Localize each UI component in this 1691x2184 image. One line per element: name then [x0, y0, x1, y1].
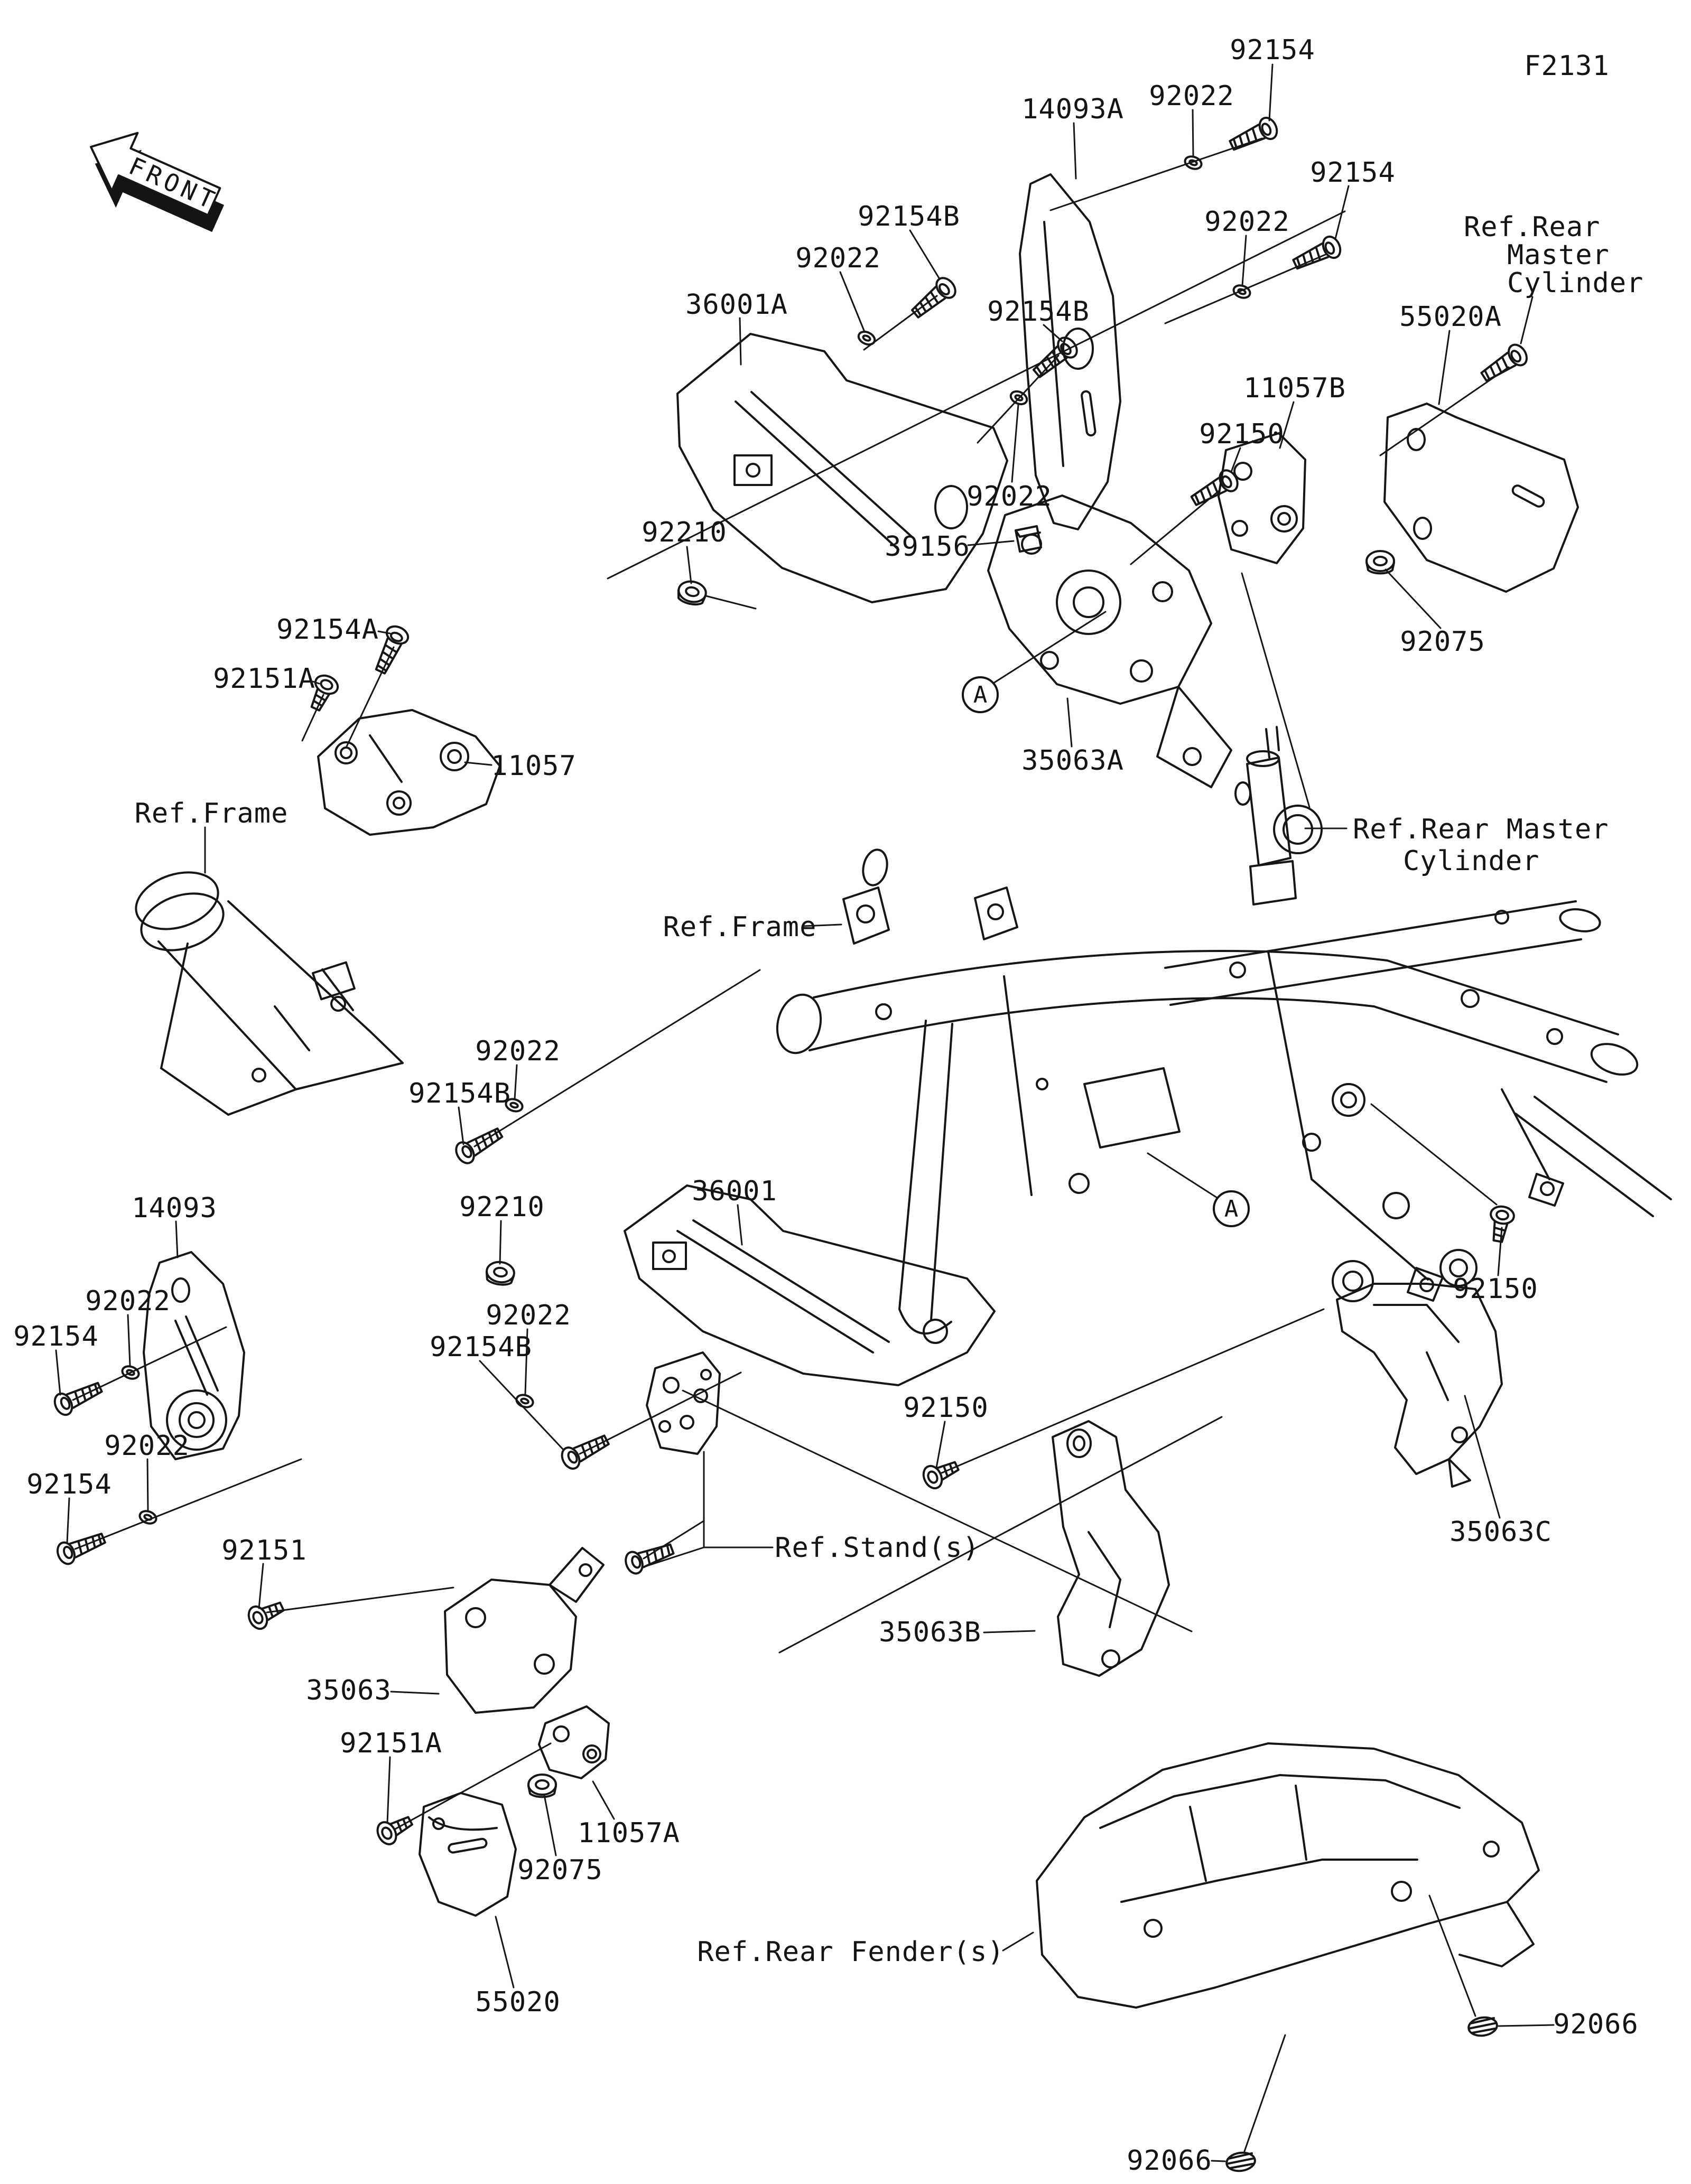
part-label-92022: 92022 — [486, 1300, 571, 1331]
front-arrow — [72, 118, 237, 247]
part-label-92022: 92022 — [1149, 80, 1234, 112]
part-14093-bracket — [144, 1252, 244, 1459]
part-label-92154B: 92154B — [987, 296, 1090, 328]
part-label-55020: 55020 — [475, 1986, 561, 2018]
part-label-39156: 39156 — [885, 531, 970, 563]
part-label-35063B: 35063B — [879, 1617, 981, 1648]
part-label-14093: 14093 — [132, 1192, 217, 1224]
part-label-35063A: 35063A — [1021, 745, 1124, 777]
frame-main-assembly — [772, 847, 1671, 1333]
part-35063-bracket — [445, 1548, 603, 1713]
part-label-35063: 35063 — [306, 1675, 392, 1706]
part-label-92022: 92022 — [475, 1035, 561, 1067]
fasteners — [52, 115, 1530, 2177]
ref-label-frame-mid: Ref.Frame — [663, 911, 817, 943]
part-label-11057A: 11057A — [578, 1817, 680, 1849]
part-55020-guard — [420, 1793, 516, 1916]
figure-code: F2131 — [1524, 50, 1610, 82]
part-label-92151A: 92151A — [213, 663, 315, 695]
part-label-92154: 92154 — [1230, 34, 1315, 66]
frame-front-section — [128, 863, 403, 1115]
part-label-92154A: 92154A — [276, 614, 379, 646]
ref-label-rear-master-cylinder2-line2: Cylinder — [1403, 845, 1540, 877]
match-marker-a: A — [962, 676, 999, 713]
part-11057B-plate — [1219, 433, 1305, 563]
part-35063A-bracket — [988, 496, 1231, 787]
part-label-36001: 36001 — [692, 1175, 777, 1207]
ref-label-rear-fender: Ref.Rear Fender(s) — [697, 1936, 1005, 1968]
part-label-92022: 92022 — [85, 1285, 171, 1317]
part-label-92150: 92150 — [903, 1392, 989, 1424]
ref-label-rear-master-cylinder-line3: Cylinder — [1507, 267, 1644, 299]
part-label-92075: 92075 — [1400, 626, 1485, 658]
front-arrow-text: FRONT — [124, 151, 222, 216]
part-label-92210: 92210 — [642, 517, 727, 548]
part-label-92210: 92210 — [459, 1191, 545, 1223]
ref-label-frame-left: Ref.Frame — [134, 798, 289, 829]
part-label-14093A: 14093A — [1021, 94, 1124, 125]
part-rear-master-cylinder — [1235, 727, 1322, 904]
part-label-35063C: 35063C — [1450, 1516, 1552, 1548]
part-11057-bracket — [318, 710, 500, 835]
ref-label-rear-master-cylinder2-line1: Ref.Rear Master — [1353, 814, 1609, 845]
part-label-92022: 92022 — [1204, 206, 1290, 238]
part-label-92150: 92150 — [1453, 1273, 1538, 1305]
part-label-36001A: 36001A — [685, 289, 788, 321]
part-label-92066: 92066 — [1553, 2009, 1639, 2040]
part-label-92154B: 92154B — [858, 201, 960, 232]
part-rear-fender — [1037, 1743, 1539, 2008]
axis-lines — [73, 138, 1509, 2151]
part-label-92022: 92022 — [967, 481, 1052, 512]
part-label-92154B: 92154B — [408, 1078, 511, 1109]
part-label-11057B: 11057B — [1243, 372, 1346, 404]
part-label-92151: 92151 — [221, 1535, 307, 1566]
part-label-92154: 92154 — [1310, 157, 1396, 189]
part-label-11057: 11057 — [491, 750, 577, 782]
part-label-92154B: 92154B — [430, 1331, 532, 1363]
part-label-92154: 92154 — [26, 1469, 112, 1500]
part-label-55020A: 55020A — [1399, 301, 1502, 333]
ref-label-stand: Ref.Stand(s) — [775, 1532, 980, 1564]
rubber-pad-39156 — [1016, 526, 1041, 552]
part-label-92151A: 92151A — [340, 1728, 442, 1759]
part-label-92066: 92066 — [1127, 2145, 1212, 2177]
part-label-92022: 92022 — [104, 1430, 190, 1462]
part-11057A-bracket — [539, 1706, 609, 1778]
part-label-92022: 92022 — [795, 242, 881, 274]
part-label-92150: 92150 — [1199, 418, 1285, 450]
ref-label-rear-master-cylinder-line2: Master — [1507, 239, 1610, 271]
part-35063B-bracket — [1053, 1421, 1169, 1676]
part-label-92075: 92075 — [517, 1854, 603, 1886]
ref-label-rear-master-cylinder-line1: Ref.Rear — [1464, 211, 1601, 243]
match-marker-a: A — [1213, 1190, 1250, 1227]
part-label-92154: 92154 — [13, 1321, 99, 1352]
